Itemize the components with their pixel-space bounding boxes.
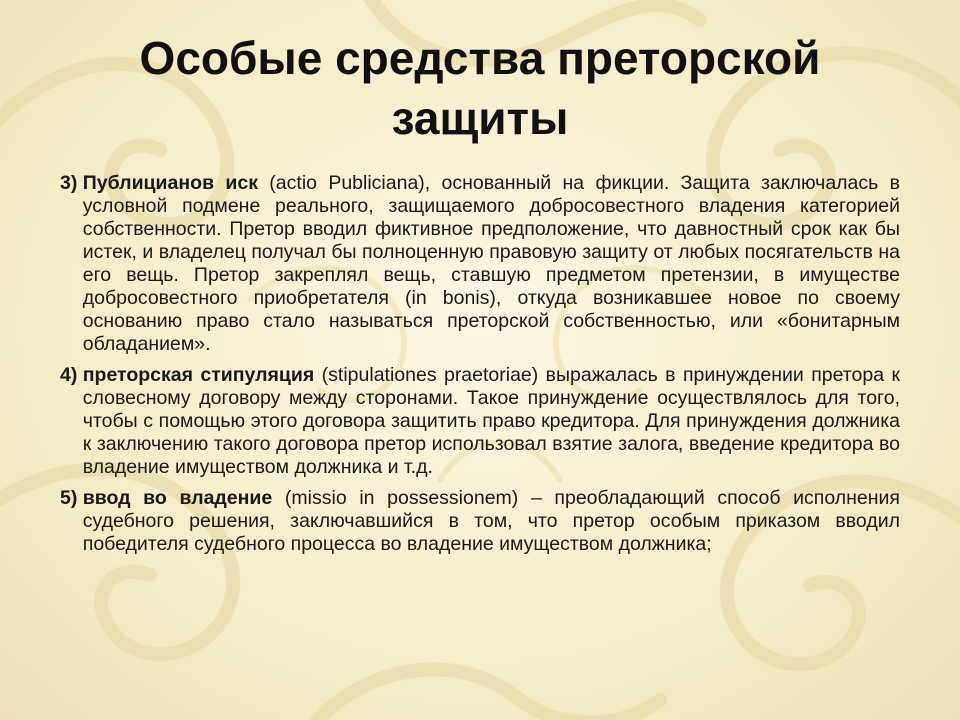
list-item-publician-action xyxy=(60,172,900,356)
slide-content xyxy=(60,172,900,564)
item-body xyxy=(83,487,900,556)
item-text: (stipulationes praetoriae) выражалась в принуждении претора к словесному договору между сторонами. Такое принуждение осуществлялось для того, чтобы с помощью этого договора защитить право кредитора. Для принуждения должника к заключению такого договора претор использовал взятие залога, введение кредитора во владение имуществом должника и т.д. xyxy=(82,364,900,478)
item-term: преторская стипуляция xyxy=(82,364,315,386)
item-term: Публицианов иск xyxy=(82,172,258,194)
item-body xyxy=(83,364,900,479)
list-item-missio-in-possessionem xyxy=(60,487,900,556)
item-text: (missio in possessionem) – преобладающий способ исполнения судебного решения, заключавшийся в том, что претор особым приказом вводил победителя судебного процесса во владение имуществом должника; xyxy=(82,487,900,555)
item-number: 5) xyxy=(60,487,83,509)
item-body xyxy=(83,172,900,356)
list-item-praetorian-stipulation xyxy=(60,364,900,479)
item-text: (actio Publiciana), основанный на фикции. Защита заключалась в условной подмене реального, защищаемого добросовестного владения категорией собственности. Претор вводил фиктивное предположение, что давностный срок как бы истек, и владелец получал бы полноценную правовую защиту от любых посягательств на его вещь. Претор закреплял вещь, ставшую предметом претензии, в имуществе добросовестного приобретателя (in bonis), откуда возникавшее новое по своему основанию право стало называться преторской собственностью, или «бонитарным обладанием». xyxy=(82,172,900,355)
item-number: 4) xyxy=(60,364,83,386)
item-term: ввод во владение xyxy=(82,487,273,509)
item-number: 3) xyxy=(60,172,83,194)
slide-title: Особые средства преторской защиты xyxy=(139,32,821,144)
